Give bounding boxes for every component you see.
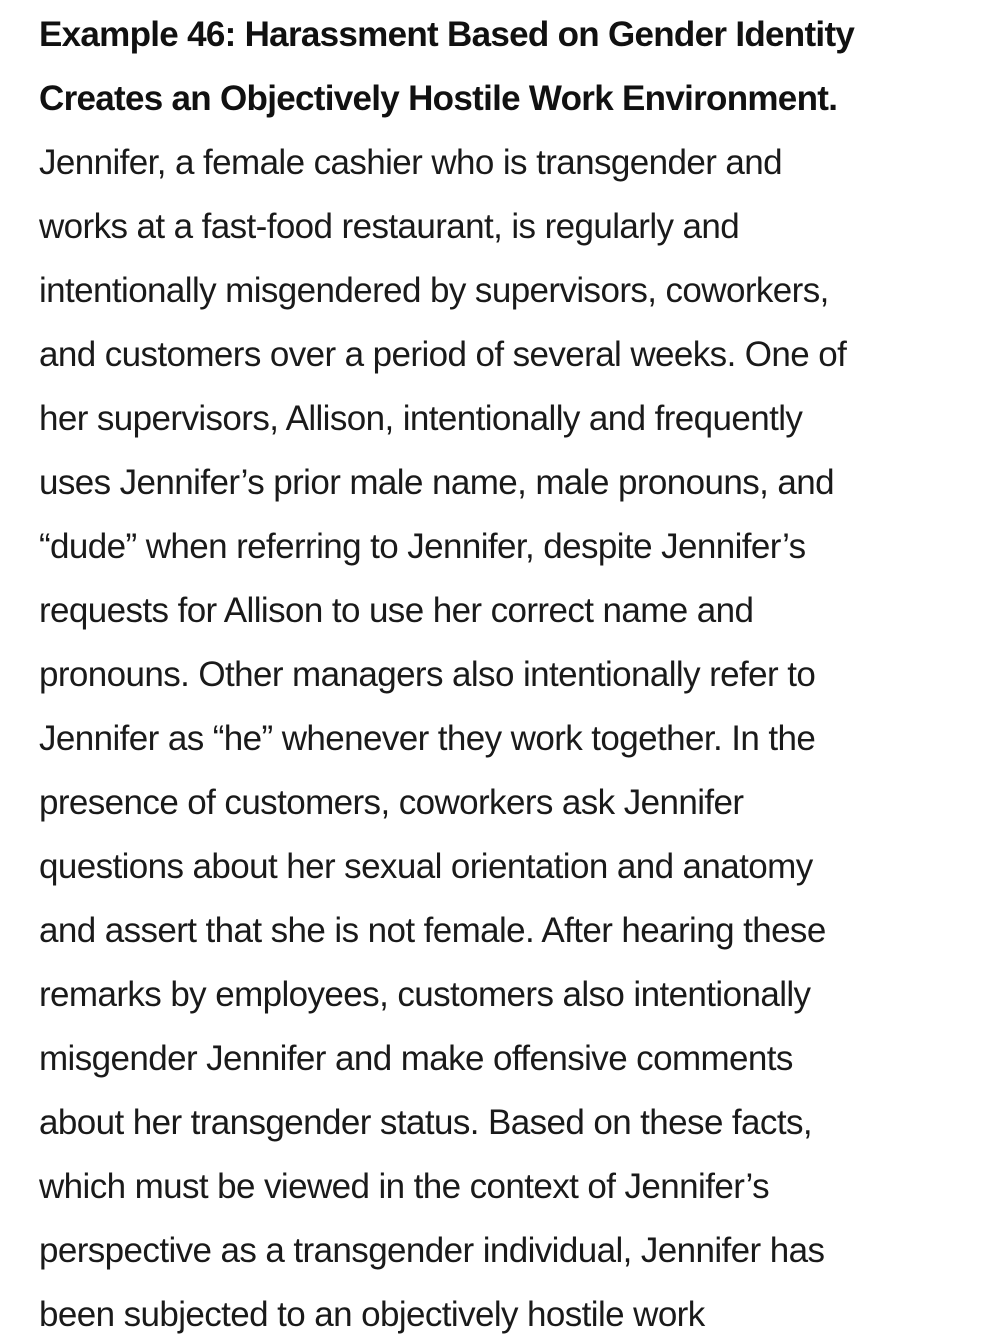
example-heading-line-2: Creates an Objectively Hostile Work Environment. — [39, 79, 838, 118]
body-text-line: which must be viewed in the context of Jennifer’s — [39, 1167, 769, 1206]
body-text-line: Jennifer, a female cashier who is transgender and — [39, 143, 782, 182]
body-text-line: works at a fast-food restaurant, is regularly and — [39, 207, 740, 246]
body-text-line: Jennifer as “he” whenever they work together. In the — [39, 719, 816, 758]
body-text-line: remarks by employees, customers also intentionally — [39, 975, 811, 1014]
body-text-line: and customers over a period of several weeks. One of — [39, 335, 847, 374]
example-heading-line-1: Example 46: Harassment Based on Gender Identity — [39, 15, 855, 54]
body-text-line: presence of customers, coworkers ask Jennifer — [39, 783, 744, 822]
body-text-line: questions about her sexual orientation and anatomy — [39, 847, 813, 886]
body-text-line: “dude” when referring to Jennifer, despite Jennifer’s — [39, 527, 806, 566]
body-text-line: requests for Allison to use her correct name and — [39, 591, 754, 630]
body-text-line: her supervisors, Allison, intentionally and frequently — [39, 399, 803, 438]
body-text-line: about her transgender status. Based on these facts, — [39, 1103, 812, 1142]
body-text-line: and assert that she is not female. After hearing these — [39, 911, 826, 950]
body-text-line: pronouns. Other managers also intentionally refer to — [39, 655, 816, 694]
body-text-line: uses Jennifer’s prior male name, male pronouns, and — [39, 463, 834, 502]
body-text-line: intentionally misgendered by supervisors, coworkers, — [39, 271, 829, 310]
body-text-line: misgender Jennifer and make offensive comments — [39, 1039, 793, 1078]
body-text-line: perspective as a transgender individual, Jennifer has — [39, 1231, 825, 1270]
body-text-line: been subjected to an objectively hostile work — [39, 1295, 705, 1334]
